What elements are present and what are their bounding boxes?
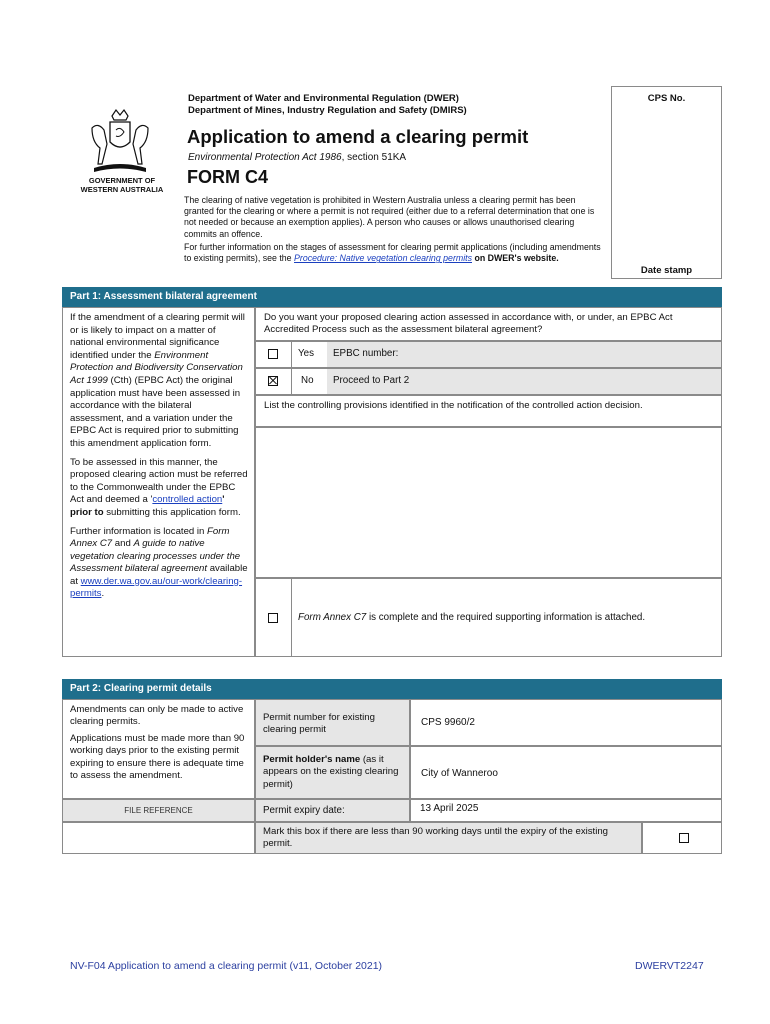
part1-heading-text: Part 1: Assessment bilateral agreement — [70, 291, 257, 302]
no-label: No — [301, 375, 314, 386]
part1-left-para3 — [70, 526, 248, 602]
p1b: (Cth) (EPBC Act) the original application must have been assessed in accordance with the bilateral assessment, and a variation under the EPBC Act is required prior to submitting this amendment application form. — [70, 374, 241, 449]
controlled-action-link[interactable]: controlled action — [152, 494, 223, 506]
further-info-suffix: on DWER's website. — [472, 253, 559, 264]
p1a: If the amendment of a clearing permit will or is likely to impact on a matter of national environmental significance identified under the — [70, 312, 245, 361]
p2a: To be assessed in this manner, the proposed clearing action must be referred to the Commonwealth under the EPBC Act and deemed a ' — [70, 456, 248, 506]
mark-box-checkbox[interactable] — [679, 833, 689, 843]
further-info — [184, 242, 604, 264]
part1-left-para1 — [70, 312, 248, 451]
p3-italic1: Form Annex C7 — [70, 525, 230, 550]
permit-number-label: Permit number for existing clearing permit — [263, 712, 375, 735]
act-line — [188, 152, 406, 163]
form-code: FORM C4 — [187, 167, 268, 187]
epbc-number-label: EPBC number: — [333, 348, 399, 359]
mark-box-cell — [642, 822, 722, 854]
expiry-field[interactable] — [410, 799, 722, 822]
controlling-provisions-label: List the controlling provisions identified in the notification of the controlled action decision. — [264, 400, 643, 411]
page-title: Application to amend a clearing permit — [187, 126, 529, 147]
no-checkbox[interactable] — [268, 376, 278, 386]
crest-logo — [80, 108, 160, 178]
permit-number-label-cell — [255, 699, 410, 746]
mark-box-label: Mark this box if there are less than 90 working days until the expiry of the existing permit. — [263, 826, 609, 850]
file-reference-label: FILE REFERENCE — [124, 806, 193, 815]
footer-right: DWERVT2247 — [635, 960, 704, 972]
part1-left-panel — [62, 307, 255, 657]
p1-italic: Environment Protection and Biodiversity Conservation Act 1999 — [70, 349, 243, 386]
p2-bold: ' prior to — [70, 494, 225, 518]
permit-number-value: CPS 9960/2 — [421, 717, 475, 728]
permit-number-field[interactable] — [410, 699, 722, 746]
der-website-link[interactable]: www.der.wa.gov.au/our-work/clearing-permits — [70, 575, 243, 600]
controlling-provisions-field[interactable] — [255, 427, 722, 578]
holder-value: City of Wanneroo — [421, 768, 498, 779]
annex-checkbox[interactable] — [268, 613, 278, 623]
question-text: Do you want your proposed clearing action assessed in accordance with, or under, an EPBC Act Accredited Process such as the assessment bilateral agreement? — [264, 312, 673, 335]
p3a: Further information is located in — [70, 525, 208, 537]
proceed-label: Proceed to Part 2 — [333, 375, 410, 386]
controlling-provisions-label-cell — [255, 395, 722, 427]
holder-label — [263, 754, 408, 791]
epbc-number-field[interactable] — [413, 344, 713, 364]
annex-row — [255, 578, 722, 657]
date-stamp-label: Date stamp — [640, 265, 693, 276]
holder-label-rest: (as it appears on the existing clearing permit) — [263, 754, 399, 790]
act-name: Environmental Protection Act 1986 — [188, 152, 342, 163]
holder-label-bold: Permit holder's name — [263, 754, 361, 765]
mark-box-label-cell — [255, 822, 642, 854]
p2b: submitting this application form. — [103, 506, 241, 518]
cps-date-box[interactable] — [611, 86, 722, 279]
p3c: available at — [70, 563, 248, 587]
further-info-prefix: For further information on the stages of assessment for clearing permit applications (including amendments to existing permits), see the — [184, 242, 601, 264]
gov-label-line2: WESTERN AUSTRALIA — [80, 185, 164, 194]
part2-heading-text: Part 2: Clearing permit details — [70, 683, 212, 694]
dept-dwer: Department of Water and Environmental Regulation (DWER) — [188, 93, 459, 104]
expiry-label-cell — [255, 799, 410, 822]
expiry-label: Permit expiry date: — [263, 805, 345, 816]
no-row — [255, 368, 722, 395]
cps-no-label: CPS No. — [647, 93, 686, 104]
part1-question-cell — [255, 307, 722, 341]
yes-checkbox[interactable] — [268, 349, 278, 359]
yes-label: Yes — [298, 348, 314, 359]
part2-left-panel — [62, 699, 255, 799]
p3b: and — [112, 538, 134, 550]
part1-left-para2 — [70, 457, 248, 520]
annex-rest: is complete and the required supporting information is attached. — [366, 612, 646, 623]
annex-italic: Form Annex C7 — [298, 612, 367, 623]
footer-left: NV-F04 Application to amend a clearing permit (v11, October 2021) — [70, 960, 383, 972]
file-reference-cell — [62, 799, 255, 822]
procedure-link[interactable]: Procedure: Native vegetation clearing permits — [294, 253, 472, 264]
intro-text: The clearing of native vegetation is prohibited in Western Australia unless a clearing permit has been granted for the clearing or where a permit is not required (either due to a referral determination that one is not needed or because an exemption applies). A person who causes or allows unauthorised clearing commits an offence. — [184, 195, 595, 239]
part2-left-para2: Applications must be made more than 90 working days prior to the existing permit expiring to ensure there is adequate time to assess the amendment. — [70, 732, 245, 782]
part1-heading — [62, 287, 722, 307]
part2-heading — [62, 679, 722, 699]
gov-label-line1: GOVERNMENT OF — [88, 176, 156, 185]
p3-italic2: A guide to native vegetation clearing processes under the Assessment bilateral agreement — [70, 538, 241, 575]
holder-label-cell — [255, 746, 410, 799]
holder-field[interactable] — [410, 746, 722, 799]
p3d: . — [101, 588, 105, 600]
annex-text — [298, 612, 645, 623]
act-section: , section 51KA — [341, 152, 407, 163]
dept-dmirs: Department of Mines, Industry Regulation and Safety (DMIRS) — [188, 105, 467, 116]
expiry-value: 13 April 2025 — [420, 803, 479, 814]
yes-row — [255, 341, 722, 368]
file-reference-field[interactable] — [62, 822, 255, 854]
part2-left-para1: Amendments can only be made to active clearing permits. — [70, 704, 244, 728]
